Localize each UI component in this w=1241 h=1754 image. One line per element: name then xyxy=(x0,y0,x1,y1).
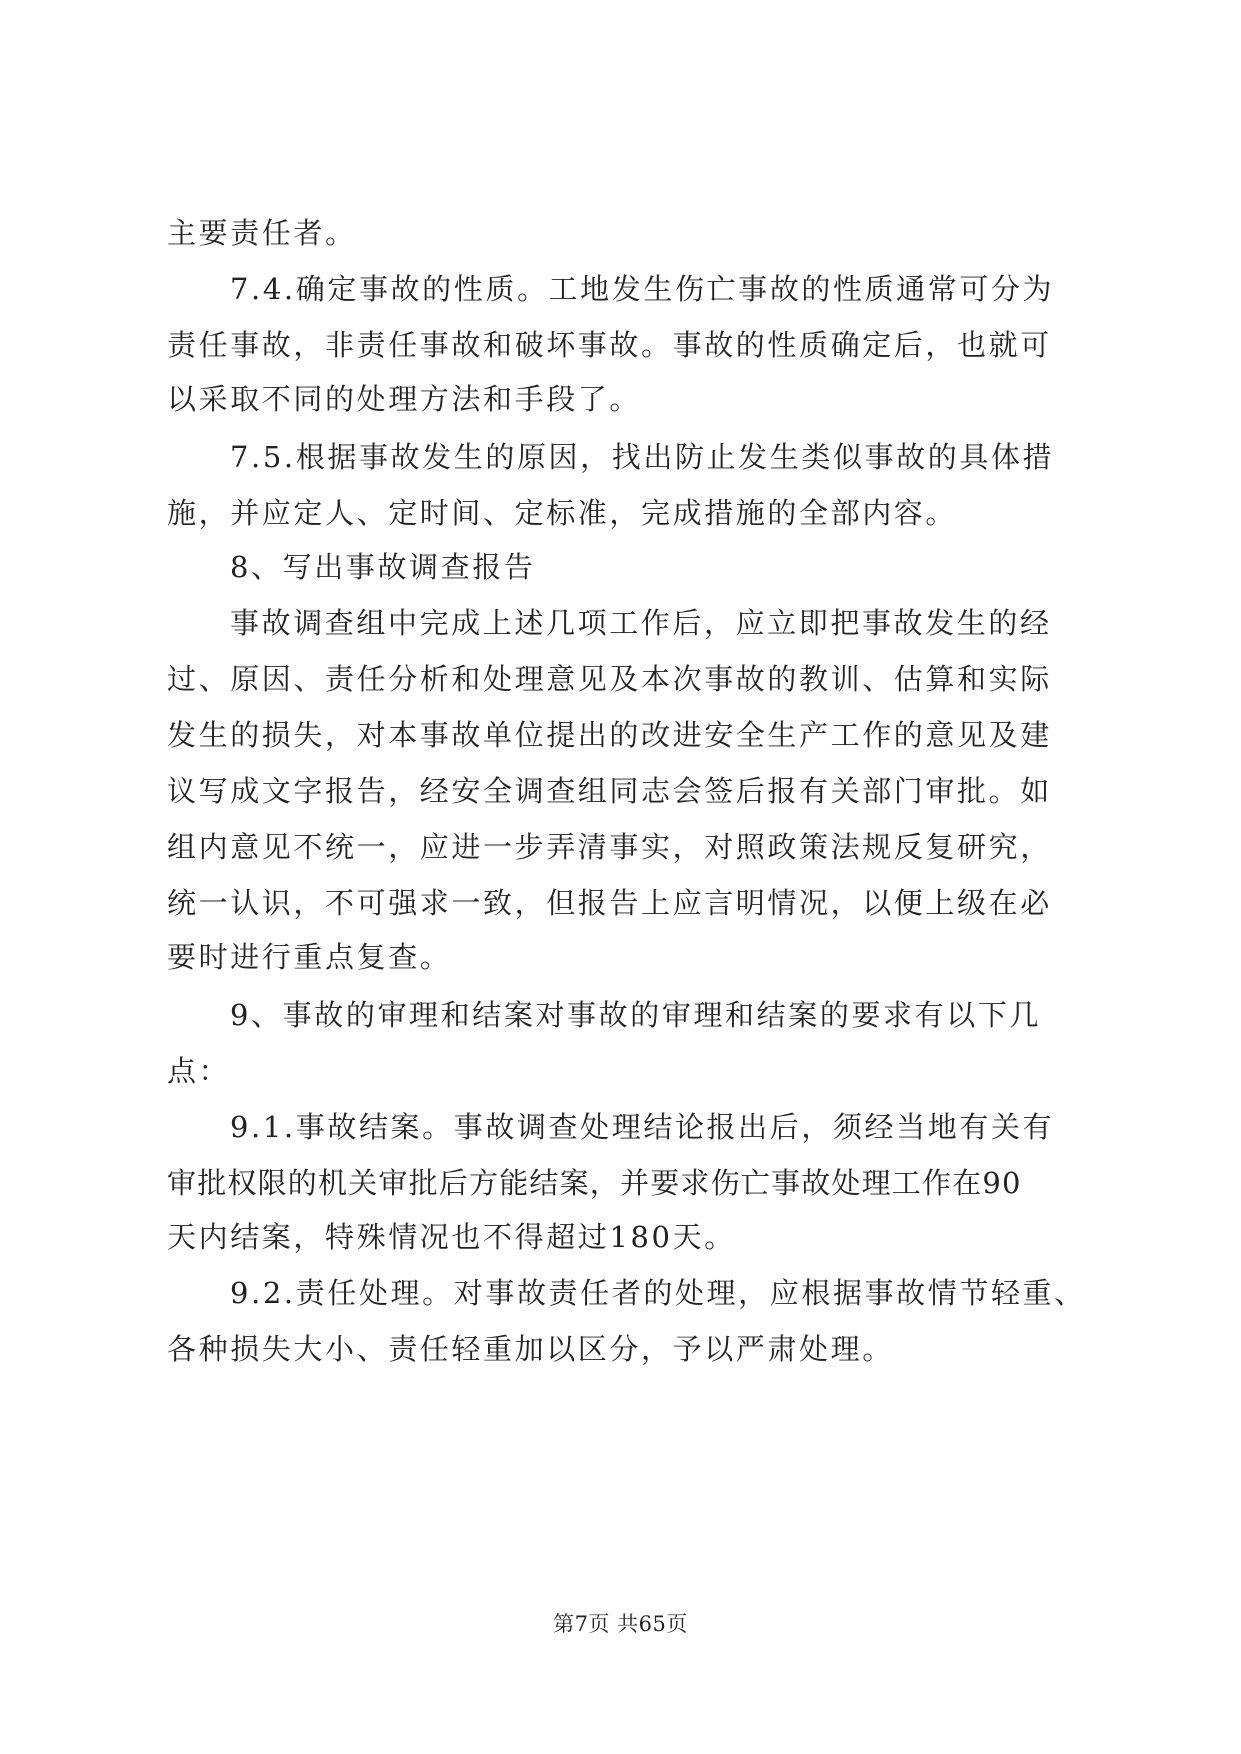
text-line: 责任事故，非责任事故和破坏事故。事故的性质确定后，也就可 xyxy=(167,328,1052,362)
text-line: 事故调查组中完成上述几项工作后，应立即把事故发生的经 xyxy=(230,606,1052,640)
text-line: 9、事故的审理和结案对事故的审理和结案的要求有以下几 xyxy=(230,998,1042,1032)
text-line: 7.4.确定事故的性质。工地发生伤亡事故的性质通常可分为 xyxy=(230,272,1055,306)
text-line: 以采取不同的处理方法和手段了。 xyxy=(167,382,642,416)
text-line: 过、原因、责任分析和处理意见及本次事故的教训、估算和实际 xyxy=(167,662,1052,696)
text-line: 施，并应定人、定时间、定标准，完成措施的全部内容。 xyxy=(167,496,958,530)
text-line: 7.5.根据事故发生的原因，找出防止发生类似事故的具体措 xyxy=(230,440,1055,474)
text-line: 9.2.责任处理。对事故责任者的处理，应根据事故情节轻重、 xyxy=(230,1276,1086,1310)
text-line: 要时进行重点复查。 xyxy=(167,940,452,974)
text-line: 9.1.事故结案。事故调查处理结论报出后，须经当地有关有 xyxy=(230,1110,1055,1144)
text-line: 议写成文字报告，经安全调查组同志会签后报有关部门审批。如 xyxy=(167,774,1052,808)
text-line: 点： xyxy=(167,1054,231,1088)
text-line: 发生的损失，对本事故单位提出的改进安全生产工作的意见及建 xyxy=(167,718,1052,752)
text-line: 天内结案，特殊情况也不得超过180天。 xyxy=(167,1220,736,1254)
page-number: 第7页 共65页 xyxy=(553,1612,688,1636)
text-line: 统一认识，不可强求一致，但报告上应言明情况，以便上级在必 xyxy=(167,886,1052,920)
section-heading: 8、写出事故调查报告 xyxy=(230,550,536,584)
text-line: 各种损失大小、责任轻重加以区分，予以严肃处理。 xyxy=(167,1332,894,1366)
text-line: 组内意见不统一，应进一步弄清事实，对照政策法规反复研究， xyxy=(167,830,1052,864)
text-line: 主要责任者。 xyxy=(167,216,357,250)
text-line: 审批权限的机关审批后方能结案，并要求伤亡事故处理工作在90 xyxy=(167,1166,1022,1200)
